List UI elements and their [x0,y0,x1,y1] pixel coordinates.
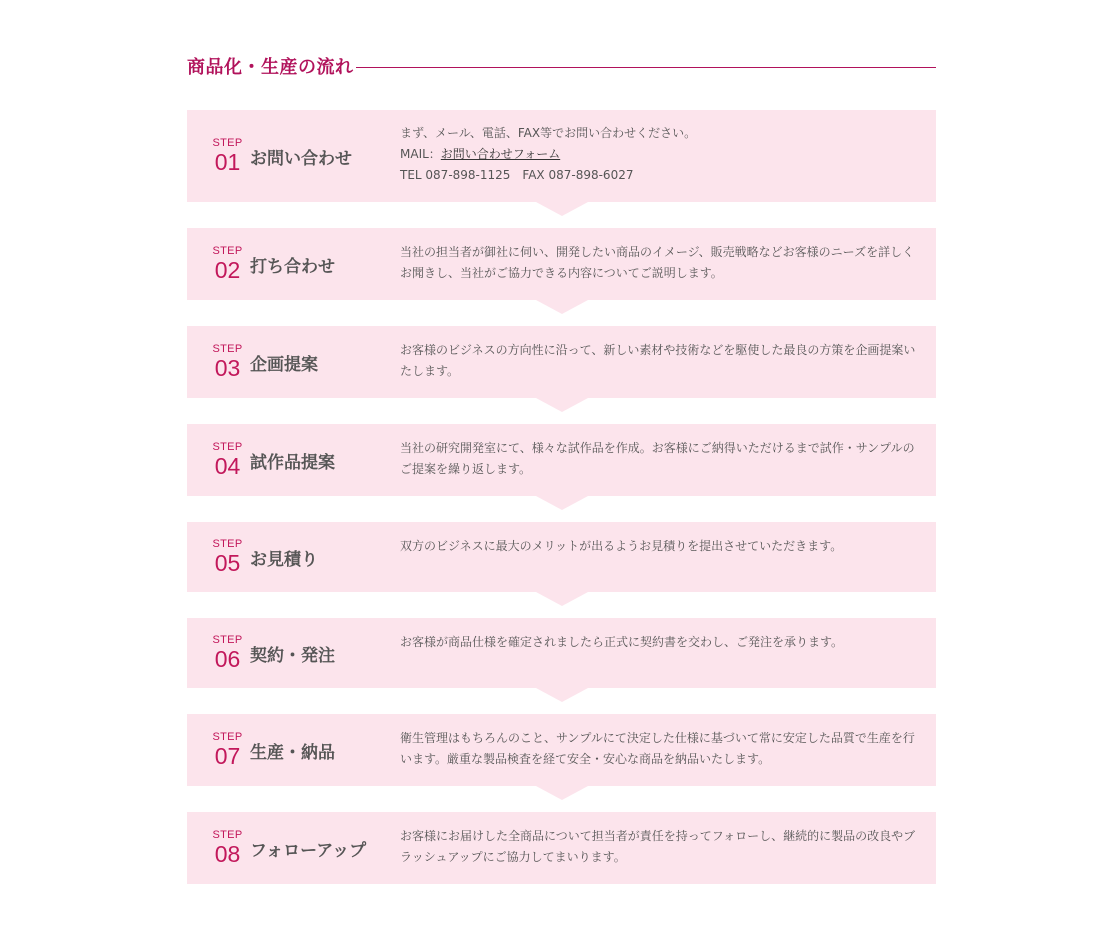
step-title: 打ち合わせ [250,256,335,277]
step-title: フォローアップ [250,840,367,861]
step-digits: 02 [214,257,241,283]
step-description: お客様にお届けした全商品について担当者が責任を持ってフォローし、継続的に製品の改良やブラッシュアップにご協力してまいります。 [400,829,916,864]
step-number [187,110,250,202]
steps-list [187,110,936,884]
step-01 [187,110,936,202]
step-label: STEP [212,245,243,257]
step-05 [187,522,936,592]
step-number [187,424,250,496]
contact-intro: まず、メール、電話、FAX等でお問い合わせください。 [400,126,697,140]
step-number [187,326,250,398]
step-label: STEP [212,343,243,355]
step-title: 試作品提案 [250,452,335,473]
step-title: お問い合わせ [250,148,352,169]
step-label: STEP [212,829,243,841]
step-label: STEP [212,441,243,453]
step-label: STEP [212,634,243,646]
step-digits: 06 [214,646,241,672]
step-title: お見積り [250,549,318,570]
tel-fax-line: TEL 087-898-1125 FAX 087-898-6027 [400,168,634,182]
step-description: お客様が商品仕様を確定されましたら正式に契約書を交わし、ご発注を承ります。 [400,635,844,649]
step-digits: 08 [214,841,241,867]
step-description: 衛生管理はもちろんのこと、サンプルにて決定した仕様に基づいて常に安定した品質で生産を行います。厳重な製品検査を経て安全・安心な商品を納品いたします。 [400,731,915,766]
heading-divider [356,67,937,68]
mail-line [400,144,918,165]
step-08 [187,812,936,884]
step-digits: 07 [214,743,241,769]
step-description [400,110,936,202]
step-02 [187,228,936,300]
step-number [187,714,250,786]
step-description: お客様のビジネスの方向性に沿って、新しい素材や技術などを駆使した最良の方策を企画提案いたします。 [400,343,916,378]
contact-form-link[interactable]: お問い合わせフォーム [440,147,561,161]
step-title: 企画提案 [250,354,318,375]
step-number [187,228,250,300]
step-number [187,522,250,592]
step-description: 当社の研究開発室にて、様々な試作品を作成。お客様にご納得いただけるまで試作・サンプルのご提案を繰り返します。 [400,441,915,476]
step-label: STEP [212,731,243,743]
step-title: 生産・納品 [250,742,335,763]
step-description: 双方のビジネスに最大のメリットが出るようお見積りを提出させていただきます。 [400,539,843,553]
section-heading [187,52,936,80]
step-digits: 03 [214,355,241,381]
step-title: 契約・発注 [250,645,335,666]
step-digits: 05 [214,550,241,576]
section-title: 商品化・生産の流れ [187,57,354,78]
step-07 [187,714,936,786]
step-number [187,812,250,884]
step-digits: 01 [214,149,241,175]
step-label: STEP [212,137,243,149]
step-03 [187,326,936,398]
mail-prefix: MAIL： [400,147,441,161]
step-digits: 04 [214,453,241,479]
step-number [187,618,250,688]
step-label: STEP [212,538,243,550]
step-04 [187,424,936,496]
step-06 [187,618,936,688]
step-description: 当社の担当者が御社に伺い、開発したい商品のイメージ、販売戦略などお客様のニーズを詳しくお聞きし、当社がご協力できる内容についてご説明します。 [400,245,915,280]
